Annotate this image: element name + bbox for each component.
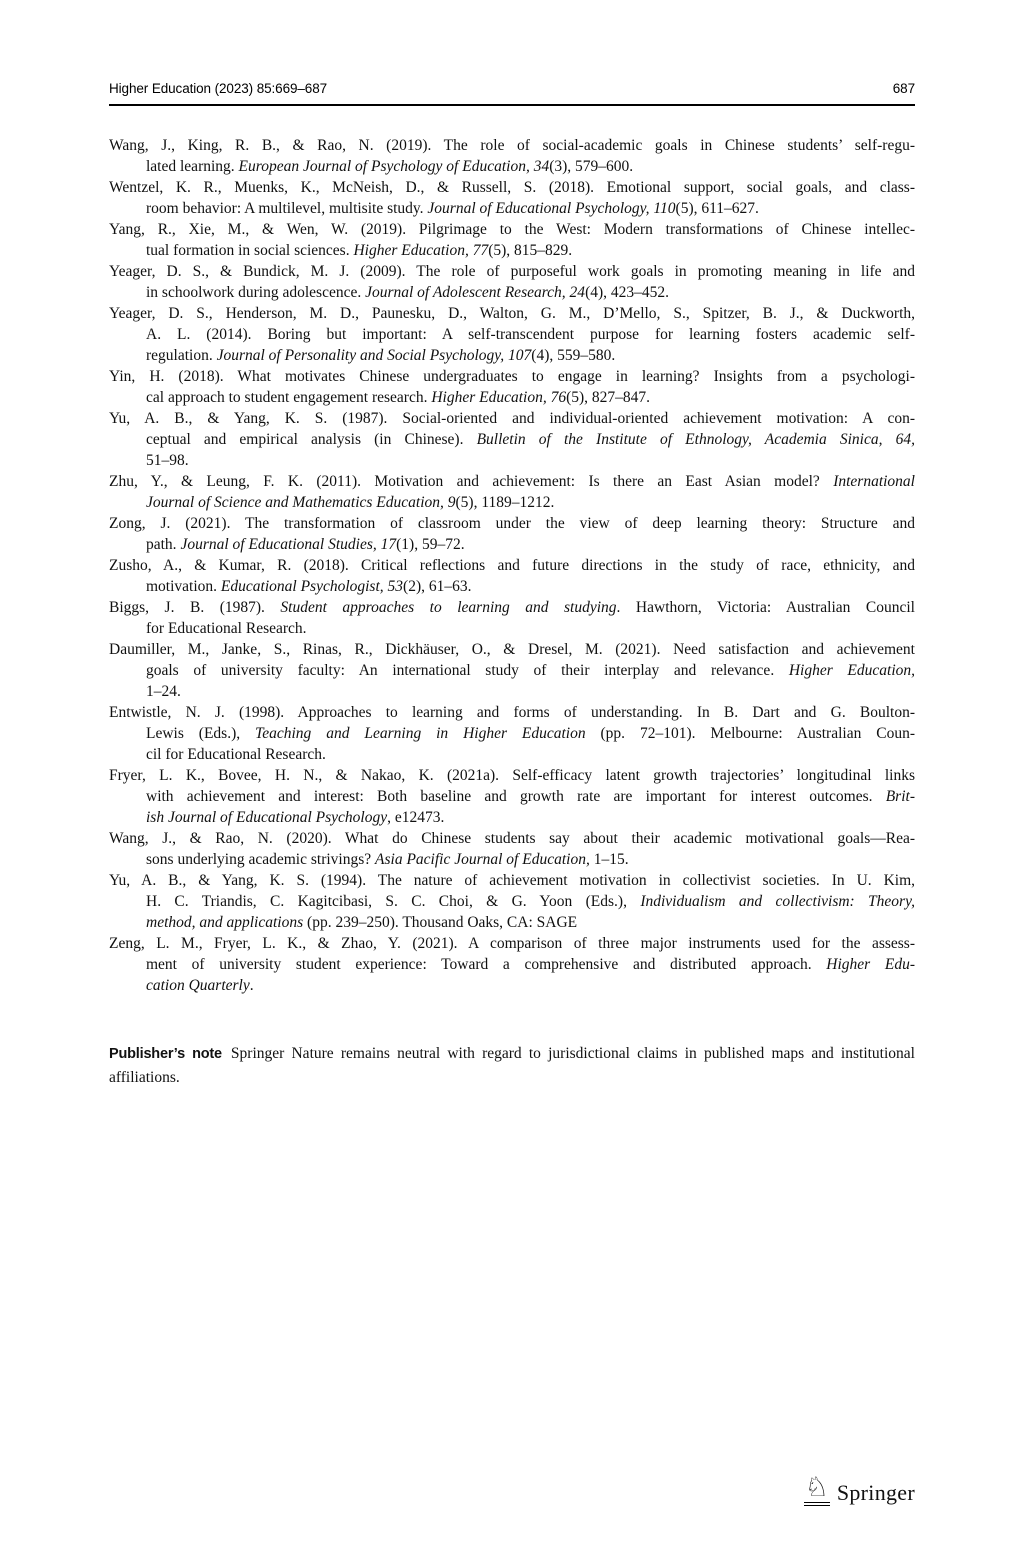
reference-entry [109,870,915,933]
reference-line: cal approach to student engagement research. Higher Education, 76(5), 827–847. [146,389,651,406]
reference-line: Daumiller, M., Janke, S., Rinas, R., Dickhäuser, O., & Dresel, M. (2021). Need satisfaction and achievement [109,641,915,658]
reference-line: room behavior: A multilevel, multisite study. Journal of Educational Psychology, 110(5), 611–627. [146,200,759,217]
reference-entry [109,639,915,702]
reference-line: Zhu, Y., & Leung, F. K. (2011). Motivation and achievement: Is there an East Asian model? International [109,473,915,490]
reference-line: 1–24. [146,683,181,700]
reference-line: Fryer, L. K., Bovee, H. N., & Nakao, K. (2021a). Self-efficacy latent growth trajectories’ longitudinal links [109,767,915,784]
reference-entry [109,765,915,828]
reference-line: Wentzel, K. R., Muenks, K., McNeish, D., & Russell, S. (2018). Emotional support, social goals, and class- [109,179,915,196]
reference-entry [109,366,915,408]
reference-line: in schoolwork during adolescence. Journal of Adolescent Research, 24(4), 423–452. [146,284,670,301]
reference-line: method, and applications (pp. 239–250). Thousand Oaks, CA: SAGE [146,914,578,931]
reference-entry [109,303,915,366]
reference-line: ment of university student experience: Toward a comprehensive and distributed approach. Higher Edu- [146,956,916,973]
reference-entry [109,933,915,996]
reference-line: for Educational Research. [146,620,307,637]
reference-entry [109,828,915,870]
reference-line: Biggs, J. B. (1987). Student approaches to learning and studying. Hawthorn, Victoria: Australian Council [109,599,915,616]
publisher-note-label: Publisher’s note [109,1046,222,1062]
reference-line: Wang, J., & Rao, N. (2020). What do Chinese students say about their academic motivational goals—Rea- [109,830,915,847]
reference-line: regulation. Journal of Personality and Social Psychology, 107(4), 559–580. [146,347,616,364]
reference-line: Lewis (Eds.), Teaching and Learning in Higher Education (pp. 72–101). Melbourne: Australian Coun- [146,725,916,742]
reference-line: A. L. (2014). Boring but important: A self-transcendent purpose for learning fosters academic self- [146,326,915,343]
springer-knight-icon: ♘ [804,1474,830,1506]
reference-line: Journal of Science and Mathematics Education, 9(5), 1189–1212. [146,494,555,511]
reference-line: ceptual and empirical analysis (in Chinese). Bulletin of the Institute of Ethnology, Academia Sinica, 64, [146,431,915,448]
header-rule [109,104,915,106]
reference-line: Yu, A. B., & Yang, K. S. (1987). Social-oriented and individual-oriented achievement motivation: A con- [109,410,915,427]
reference-line: Zusho, A., & Kumar, R. (2018). Critical reflections and future directions in the study of race, ethnicity, and [109,557,915,574]
reference-line: Yu, A. B., & Yang, K. S. (1994). The nature of achievement motivation in collectivist societies. In U. Kim, [109,872,915,889]
reference-entry [109,555,915,597]
reference-line: Yang, R., Xie, M., & Wen, W. (2019). Pilgrimage to the West: Modern transformations of Chinese intellec- [109,221,915,238]
reference-line: motivation. Educational Psychologist, 53(2), 61–63. [146,578,472,595]
page-number: 687 [892,81,915,96]
reference-entry [109,177,915,219]
reference-line: ish Journal of Educational Psychology, e12473. [146,809,445,826]
journal-citation-line: Higher Education (2023) 85:669–687 [109,81,328,96]
reference-line: Zeng, L. M., Fryer, L. K., & Zhao, Y. (2021). A comparison of three major instruments used for the assess- [109,935,915,952]
reference-line: with achievement and interest: Both baseline and growth rate are important for interest outcomes. Brit- [146,788,915,805]
reference-line: cation Quarterly. [146,977,254,994]
reference-line: goals of university faculty: An international study of their interplay and relevance. Higher Education, [146,662,916,679]
reference-line: Yeager, D. S., & Bundick, M. J. (2009). The role of purposeful work goals in promoting meaning in life and [109,263,915,280]
reference-line: Yin, H. (2018). What motivates Chinese undergraduates to engage in learning? Insights from a psychologi- [109,368,915,385]
reference-entry [109,408,915,471]
reference-line: Zong, J. (2021). The transformation of classroom under the view of deep learning theory: Structure and [109,515,915,532]
reference-list [109,135,915,996]
publisher-note [109,1042,915,1089]
reference-line: sons underlying academic strivings? Asia Pacific Journal of Education, 1–15. [146,851,629,868]
reference-entry [109,702,915,765]
reference-line: Yeager, D. S., Henderson, M. D., Paunesku, D., Walton, G. M., D’Mello, S., Spitzer, B. J., & Duckworth, [109,305,915,322]
page-content [109,81,915,1089]
reference-entry [109,219,915,261]
reference-line: cil for Educational Research. [146,746,326,763]
reference-entry [109,513,915,555]
springer-logo [109,1474,915,1506]
page-header [109,81,915,97]
reference-line: Entwistle, N. J. (1998). Approaches to learning and forms of understanding. In B. Dart and G. Boulton- [109,704,915,721]
reference-line: tual formation in social sciences. Higher Education, 77(5), 815–829. [146,242,573,259]
reference-line: 51–98. [146,452,189,469]
reference-line: path. Journal of Educational Studies, 17(1), 59–72. [146,536,465,553]
reference-entry [109,471,915,513]
reference-line: Wang, J., King, R. B., & Rao, N. (2019). The role of social-academic goals in Chinese students’ self-regu- [109,137,915,154]
reference-line: H. C. Triandis, C. Kagitcibasi, S. C. Choi, & G. Yoon (Eds.), Individualism and collectivism: Theory, [146,893,915,910]
reference-entry [109,135,915,177]
springer-logo-text: Springer [836,1480,915,1505]
reference-entry [109,597,915,639]
reference-entry [109,261,915,303]
publisher-note-text: Springer Nature remains neutral with regard to jurisdictional claims in published maps and institutional affiliations. [109,1045,915,1086]
reference-line: lated learning. European Journal of Psychology of Education, 34(3), 579–600. [146,158,634,175]
